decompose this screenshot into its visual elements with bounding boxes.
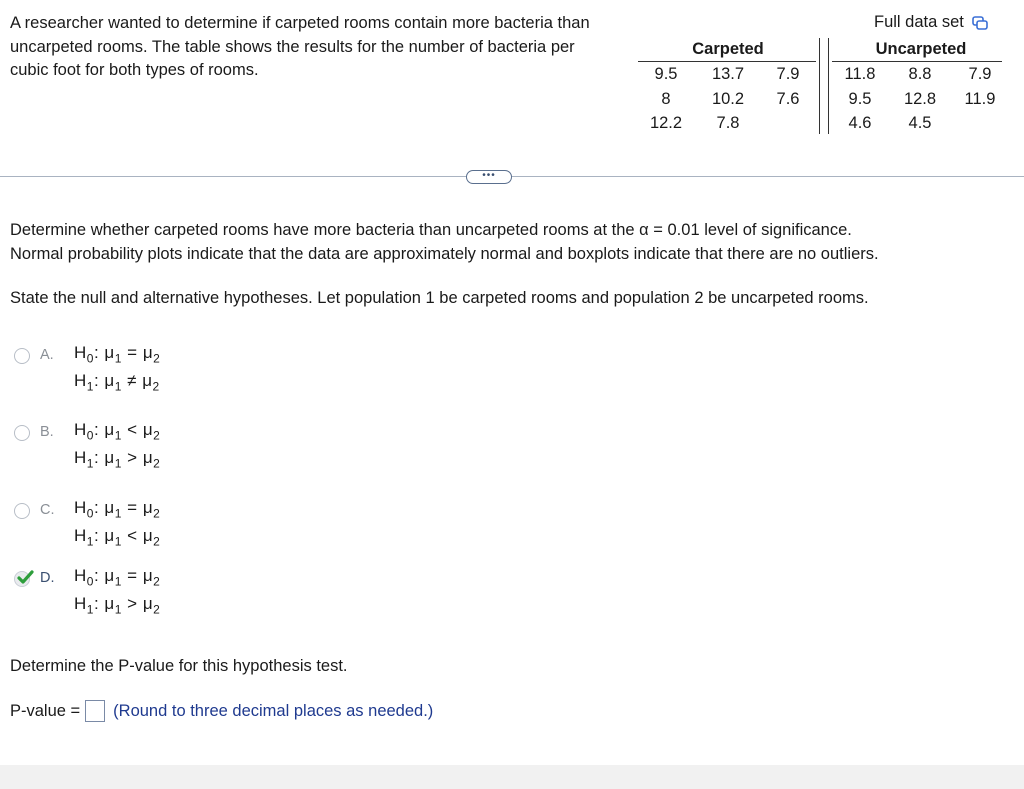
mu-1: $\mu_1$ xyxy=(104,498,122,521)
hypothesis-colon: : xyxy=(93,420,105,439)
mu-1: $\mu_1$ xyxy=(104,526,122,549)
hypothesis-line xyxy=(74,566,160,588)
table-cell: 9.5 xyxy=(654,65,678,83)
mu-1: $\mu_1$ xyxy=(104,371,122,394)
hypothesis-symbol: $H_1$ xyxy=(74,371,94,394)
hypothesis-symbol: $H_1$ xyxy=(74,526,94,549)
table-cell: 4.6 xyxy=(848,114,872,132)
footer-bar xyxy=(0,765,1024,789)
option-letter: B. xyxy=(40,424,54,440)
hypothesis-symbol: $H_0$ xyxy=(74,420,94,443)
hypothesis-colon: : xyxy=(93,448,105,467)
mu-2: $\mu_2$ xyxy=(142,420,161,443)
hypothesis-line xyxy=(74,594,160,616)
section-divider xyxy=(0,176,1024,177)
pvalue-input[interactable] xyxy=(85,700,105,722)
mu-1: $\mu_1$ xyxy=(104,566,122,589)
table-header-rule-right xyxy=(832,61,1002,62)
hypothesis-colon: : xyxy=(93,371,105,390)
hypothesis-line xyxy=(74,420,160,442)
table-cell: 7.6 xyxy=(776,90,800,108)
mu-2: $\mu_2$ xyxy=(142,371,160,394)
table-cell: 8.8 xyxy=(908,65,932,83)
hypothesis-colon: : xyxy=(93,343,105,362)
table-cell: 11.8 xyxy=(844,65,876,83)
table-divider-left xyxy=(819,38,820,134)
option-letter: C. xyxy=(40,502,55,518)
hypothesis-colon: : xyxy=(93,498,105,517)
relation: ≠ xyxy=(127,371,137,390)
relation: > xyxy=(127,448,138,467)
hypothesis-symbol: $H_0$ xyxy=(74,566,94,589)
radio-button[interactable] xyxy=(14,425,30,441)
hypothesis-symbol: $H_0$ xyxy=(74,343,94,366)
carpeted-header: Carpeted xyxy=(692,40,764,58)
option-letter: D. xyxy=(40,570,55,586)
pvalue-label: P-value = xyxy=(10,701,81,720)
table-cell: 9.5 xyxy=(848,90,872,108)
table-header-rule-left xyxy=(638,61,816,62)
pvalue-row xyxy=(10,700,433,722)
hypothesis-symbol: $H_1$ xyxy=(74,448,94,471)
radio-button[interactable] xyxy=(14,348,30,364)
table-cell: 7.8 xyxy=(716,114,740,132)
hypothesis-symbol: $H_0$ xyxy=(74,498,94,521)
table-cell: 7.9 xyxy=(776,65,800,83)
relation: < xyxy=(127,526,138,545)
hypothesis-line xyxy=(74,448,160,470)
pvalue-prompt: Determine the P-value for this hypothesis test. xyxy=(10,657,348,675)
question-line-2: Normal probability plots indicate that the data are approximately normal and boxplots indicate that there are no outliers. xyxy=(10,245,879,263)
pvalue-hint: (Round to three decimal places as needed.) xyxy=(113,701,434,720)
full-data-set-label: Full data set xyxy=(874,13,964,31)
relation: = xyxy=(127,498,138,517)
table-cell: 10.2 xyxy=(711,90,745,108)
radio-button[interactable] xyxy=(14,503,30,519)
expand-button[interactable]: ••• xyxy=(466,170,512,184)
mu-2: $\mu_2$ xyxy=(142,594,161,617)
question-line-1: Determine whether carpeted rooms have more bacteria than uncarpeted rooms at the α = 0.01 level of significance. xyxy=(10,221,852,239)
hypothesis-line xyxy=(74,526,160,548)
table-cell: 11.9 xyxy=(964,90,996,108)
table-cell: 8 xyxy=(661,90,671,108)
mu-2: $\mu_2$ xyxy=(142,566,161,589)
data-table xyxy=(0,0,1024,140)
mu-1: $\mu_1$ xyxy=(104,343,122,366)
relation: < xyxy=(127,420,138,439)
mu-2: $\mu_2$ xyxy=(142,448,161,471)
hypothesis-line xyxy=(74,343,160,365)
table-divider-right xyxy=(828,38,829,134)
option-letter: A. xyxy=(40,347,54,363)
table-cell: 13.7 xyxy=(711,65,745,83)
hypothesis-colon: : xyxy=(93,526,105,545)
table-cell: 12.8 xyxy=(903,90,937,108)
hypothesis-line xyxy=(74,498,160,520)
table-cell: 12.2 xyxy=(649,114,683,132)
check-icon xyxy=(12,566,36,590)
hypothesis-colon: : xyxy=(93,566,105,585)
mu-1: $\mu_1$ xyxy=(104,594,122,617)
problem-intro: A researcher wanted to determine if carpeted rooms contain more bacteria than uncarpeted rooms. The table shows the results for the number of bacteria per cubic foot for both types of rooms. xyxy=(10,14,590,79)
mu-1: $\mu_1$ xyxy=(104,448,122,471)
table-cell: 4.5 xyxy=(908,114,932,132)
table-cell: 7.9 xyxy=(968,65,992,83)
hypothesis-symbol: $H_1$ xyxy=(74,594,94,617)
hypothesis-line xyxy=(74,371,160,393)
mu-2: $\mu_2$ xyxy=(142,526,161,549)
uncarpeted-header: Uncarpeted xyxy=(875,40,967,58)
mu-1: $\mu_1$ xyxy=(104,420,122,443)
relation: = xyxy=(127,343,138,362)
relation: = xyxy=(127,566,138,585)
question-line-3: State the null and alternative hypotheses. Let population 1 be carpeted rooms and population 2 be uncarpeted rooms. xyxy=(10,289,869,307)
hypothesis-colon: : xyxy=(93,594,105,613)
mu-2: $\mu_2$ xyxy=(142,498,161,521)
mu-2: $\mu_2$ xyxy=(142,343,161,366)
relation: > xyxy=(127,594,138,613)
